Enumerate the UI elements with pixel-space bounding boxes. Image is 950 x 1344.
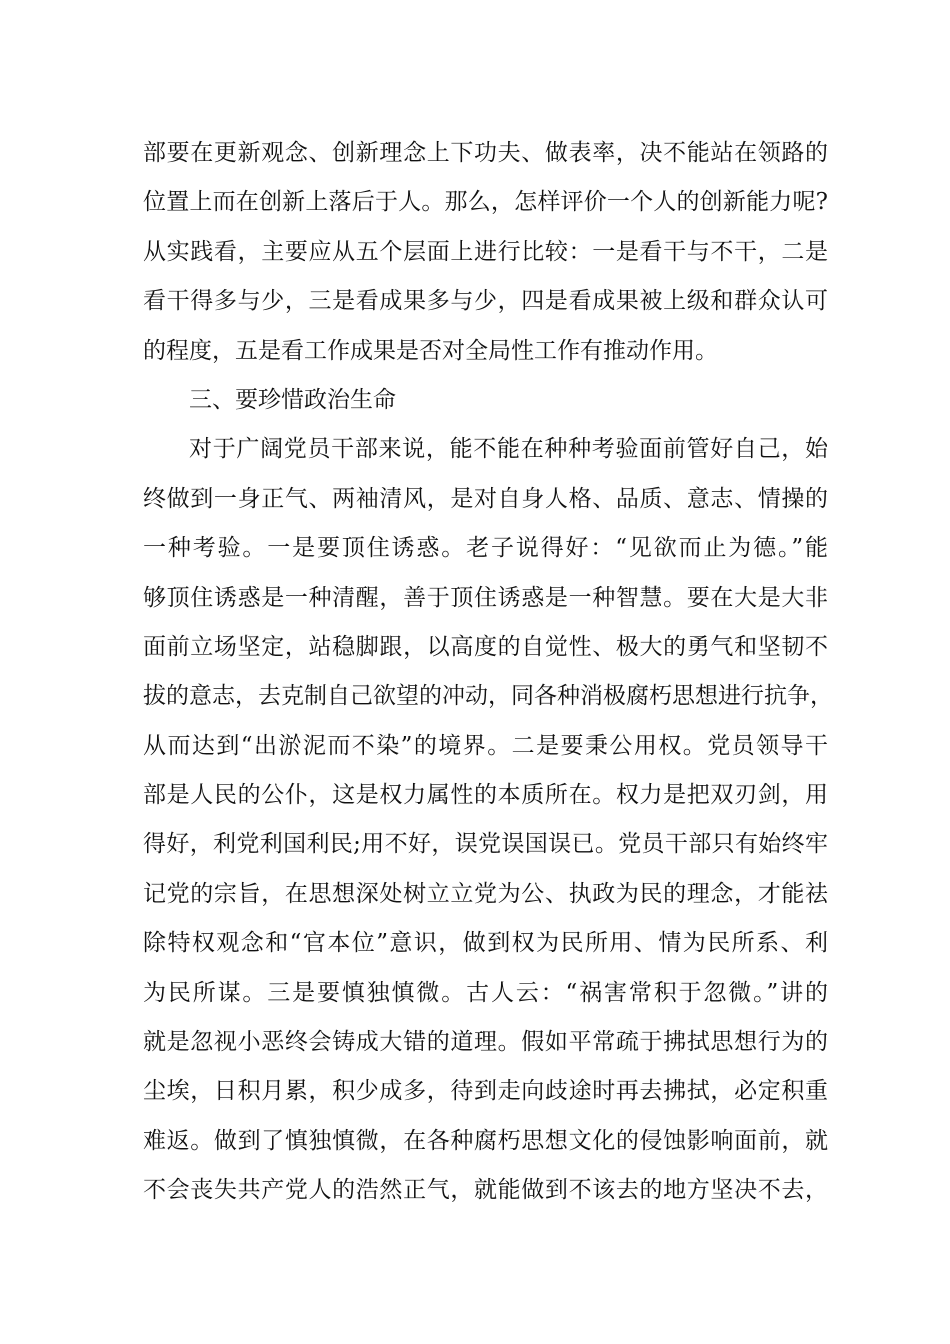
text-line: 够顶住诱惑是一种清醒，善于顶住诱惑是一种智慧。要在大是大非 — [143, 584, 828, 611]
text-line: 看干得多与少，三是看成果多与少，四是看成果被上级和群众认可 — [143, 288, 828, 315]
section-heading: 三、要珍惜政治生命 — [189, 386, 396, 413]
text-line: 不会丧失共产党人的浩然正气，就能做到不该去的地方坚决不去， — [143, 1177, 828, 1204]
text-line: 从而达到“出淤泥而不染”的境界。二是要秉公用权。党员领导干 — [143, 732, 828, 759]
text-line: 位置上而在创新上落后于人。那么，怎样评价一个人的创新能力呢? — [143, 189, 828, 216]
text-line: 部是人民的公仆，这是权力属性的本质所在。权力是把双刃剑，用 — [143, 782, 828, 809]
text-line: 面前立场坚定，站稳脚跟，以高度的自觉性、极大的勇气和坚韧不 — [143, 633, 828, 660]
text-line: 难返。做到了慎独慎微，在各种腐朽思想文化的侵蚀影响面前，就 — [143, 1127, 828, 1154]
text-line: 尘埃，日积月累，积少成多，待到走向歧途时再去拂拭，必定积重 — [143, 1078, 828, 1105]
text-line: 一种考验。一是要顶住诱惑。老子说得好：“见欲而止为德。”能 — [143, 535, 828, 562]
text-line: 就是忽视小恶终会铸成大错的道理。假如平常疏于拂拭思想行为的 — [143, 1029, 828, 1056]
body-text — [143, 129, 833, 1216]
text-line: 为民所谋。三是要慎独慎微。古人云：“祸害常积于忽微。”讲的 — [143, 979, 828, 1006]
text-line: 得好，利党利国利民;用不好，误党误国误已。党员干部只有始终牢 — [143, 831, 828, 858]
text-line: 除特权观念和“官本位”意识，做到权为民所用、情为民所系、利 — [143, 930, 828, 957]
text-line: 对于广阔党员干部来说，能不能在种种考验面前管好自己，始 — [189, 436, 828, 463]
text-line: 部要在更新观念、创新理念上下功夫、做表率，决不能站在领路的 — [143, 140, 828, 166]
text-line: 拔的意志，去克制自己欲望的冲动，同各种消极腐朽思想进行抗争， — [143, 683, 833, 710]
text-line: 记党的宗旨，在思想深处树立立党为公、执政为民的理念，才能祛 — [143, 880, 828, 907]
text-line: 的程度，五是看工作成果是否对全局性工作有推动作用。 — [143, 337, 718, 364]
text-line: 从实践看，主要应从五个层面上进行比较：一是看干与不干，二是 — [143, 238, 828, 265]
text-line: 终做到一身正气、两袖清风，是对自身人格、品质、意志、情操的 — [143, 485, 828, 512]
